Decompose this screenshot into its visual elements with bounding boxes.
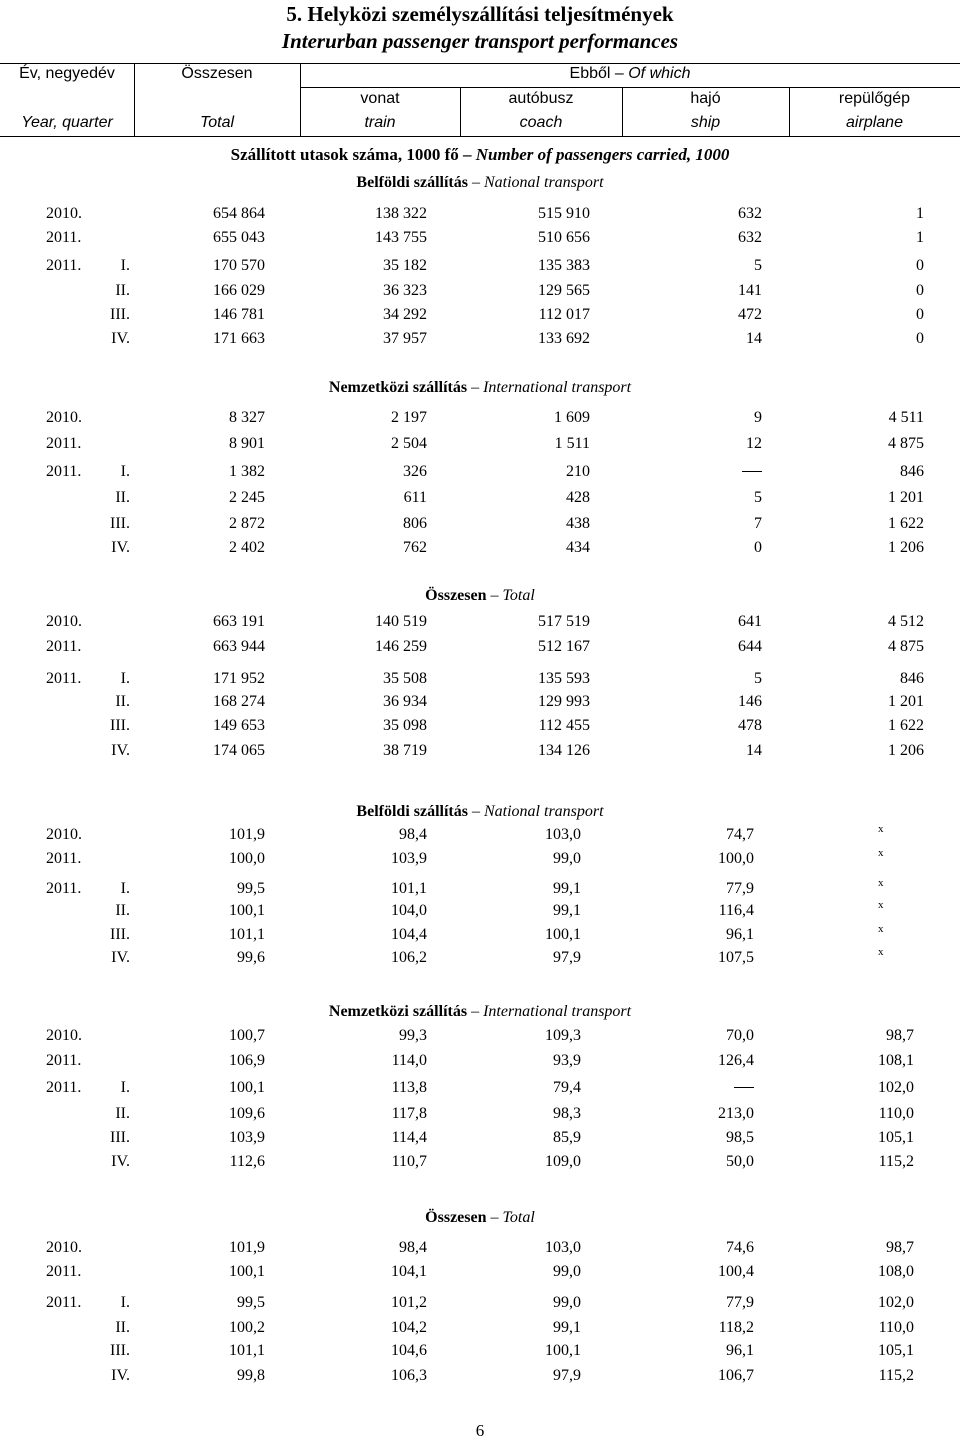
cell-ship: 5 — [754, 489, 762, 506]
row-year: 2010. — [46, 1239, 82, 1256]
row-year: 2011. — [46, 257, 82, 274]
cell-coach: 99,1 — [553, 902, 581, 919]
cell-total: 8 327 — [229, 409, 265, 426]
cell-ship: 14 — [746, 330, 762, 347]
cell-total: 99,5 — [237, 1294, 265, 1311]
row-quarter: IV. — [111, 949, 130, 966]
cell-coach: 517 519 — [538, 613, 590, 630]
cell-airplane: 110,0 — [878, 1105, 914, 1122]
cell-airplane: 0 — [916, 257, 924, 274]
row-year: 2011. — [46, 1294, 82, 1311]
cell-coach: 99,1 — [553, 1319, 581, 1336]
cell-train: 35 098 — [383, 717, 427, 734]
cell-total: 1 382 — [229, 463, 265, 480]
cell-coach: 112 017 — [538, 306, 590, 323]
cell-airplane: 105,1 — [878, 1342, 914, 1359]
cell-total: 2 245 — [229, 489, 265, 506]
cell-ship: 96,1 — [726, 926, 754, 943]
cell-train: 140 519 — [375, 613, 427, 630]
cell-coach: 129 565 — [538, 282, 590, 299]
cell-ship: 106,7 — [718, 1367, 754, 1384]
cell-coach: 112 455 — [538, 717, 590, 734]
cell-ship: 96,1 — [726, 1342, 754, 1359]
cell-airplane: 4 511 — [888, 409, 924, 426]
row-quarter: III. — [110, 306, 130, 323]
cell-total: 100,1 — [229, 1079, 265, 1096]
cell-ship: 146 — [738, 693, 762, 710]
cell-airplane: 0 — [916, 306, 924, 323]
row-year: 2010. — [46, 205, 82, 222]
cell-airplane: x — [878, 923, 884, 935]
cell-airplane: 4 875 — [888, 435, 924, 452]
cell-train: 106,2 — [391, 949, 427, 966]
row-year: 2011. — [46, 850, 82, 867]
cell-train: 104,0 — [391, 902, 427, 919]
cell-ship: 12 — [746, 435, 762, 452]
cell-coach: 99,1 — [553, 880, 581, 897]
cell-total: 100,2 — [229, 1319, 265, 1336]
cell-train: 101,1 — [391, 880, 427, 897]
cell-ship-dash — [734, 1087, 754, 1088]
cell-ship: 641 — [738, 613, 762, 630]
cell-airplane: 4 512 — [888, 613, 924, 630]
cell-total: 99,8 — [237, 1367, 265, 1384]
row-year: 2011. — [46, 463, 82, 480]
row-year: 2011. — [46, 1079, 82, 1096]
cell-total: 146 781 — [213, 306, 265, 323]
block-heading: Belföldi szállítás – National transport — [356, 803, 604, 820]
block-heading: Összesen – Total — [425, 1209, 535, 1226]
cell-coach: 97,9 — [553, 1367, 581, 1384]
col-coach-en: coach — [519, 114, 563, 131]
col-coach-hu: autóbusz — [508, 90, 574, 107]
cell-ship: 77,9 — [726, 1294, 754, 1311]
row-quarter: III. — [110, 1129, 130, 1146]
cell-airplane: 108,0 — [878, 1263, 914, 1280]
cell-coach: 434 — [566, 539, 590, 556]
cell-coach: 515 910 — [538, 205, 590, 222]
cell-ship: 5 — [754, 257, 762, 274]
cell-ship: 74,7 — [726, 826, 754, 843]
cell-train: 117,8 — [391, 1105, 427, 1122]
cell-ship: 141 — [738, 282, 762, 299]
row-quarter: III. — [110, 717, 130, 734]
cell-ship: 632 — [738, 229, 762, 246]
cell-total: 100,0 — [229, 850, 265, 867]
of-which-label: Ebből – Of which — [569, 65, 691, 82]
cell-coach: 135 593 — [538, 670, 590, 687]
cell-total: 174 065 — [213, 742, 265, 759]
cell-coach: 512 167 — [538, 638, 590, 655]
row-year: 2011. — [46, 435, 82, 452]
cell-train: 38 719 — [383, 742, 427, 759]
cell-train: 146 259 — [375, 638, 427, 655]
cell-total: 112,6 — [229, 1153, 265, 1170]
cell-airplane: 115,2 — [878, 1367, 914, 1384]
cell-ship: 472 — [738, 306, 762, 323]
cell-airplane: 0 — [916, 282, 924, 299]
row-year: 2010. — [46, 1027, 82, 1044]
row-year: 2010. — [46, 613, 82, 630]
cell-airplane: 1 206 — [888, 539, 924, 556]
row-quarter: III. — [110, 926, 130, 943]
cell-train: 806 — [403, 515, 427, 532]
cell-airplane: 102,0 — [878, 1294, 914, 1311]
cell-ship: 100,4 — [718, 1263, 754, 1280]
cell-total: 663 191 — [213, 613, 265, 630]
page-number: 6 — [475, 1421, 485, 1440]
cell-train: 36 323 — [383, 282, 427, 299]
cell-ship: 632 — [738, 205, 762, 222]
row-year: 2010. — [46, 409, 82, 426]
cell-coach: 129 993 — [538, 693, 590, 710]
row-quarter: IV. — [111, 1153, 130, 1170]
cell-coach: 1 511 — [554, 435, 590, 452]
row-quarter: III. — [110, 515, 130, 532]
page-subtitle: Interurban passenger transport performances — [281, 29, 679, 53]
cell-coach: 97,9 — [553, 949, 581, 966]
cell-train: 114,0 — [391, 1052, 427, 1069]
col-air-en: airplane — [846, 114, 903, 131]
cell-total: 8 901 — [229, 435, 265, 452]
cell-train: 101,2 — [391, 1294, 427, 1311]
row-quarter: II. — [115, 282, 130, 299]
cell-coach: 85,9 — [553, 1129, 581, 1146]
cell-train: 98,4 — [399, 826, 427, 843]
row-quarter: I. — [120, 1294, 130, 1311]
cell-total: 101,9 — [229, 826, 265, 843]
cell-coach: 99,0 — [553, 1263, 581, 1280]
cell-airplane: x — [878, 847, 884, 859]
cell-total: 654 864 — [213, 205, 265, 222]
col-year-hu: Év, negyedév — [19, 65, 115, 82]
cell-train: 99,3 — [399, 1027, 427, 1044]
cell-ship: 74,6 — [726, 1239, 754, 1256]
cell-train: 106,3 — [391, 1367, 427, 1384]
cell-train: 104,6 — [391, 1342, 427, 1359]
col-ship-en: ship — [690, 114, 721, 131]
cell-airplane: 105,1 — [878, 1129, 914, 1146]
row-quarter: II. — [115, 693, 130, 710]
cell-coach: 1 609 — [554, 409, 590, 426]
row-quarter: IV. — [111, 539, 130, 556]
col-ship-hu: hajó — [690, 90, 721, 107]
cell-train: 762 — [403, 539, 427, 556]
cell-ship: 70,0 — [726, 1027, 754, 1044]
block-heading: Belföldi szállítás – National transport — [356, 174, 604, 191]
cell-coach: 100,1 — [545, 1342, 581, 1359]
cell-coach: 99,0 — [553, 1294, 581, 1311]
block-heading: Nemzetközi szállítás – International transport — [328, 1003, 632, 1020]
col-total-hu: Összesen — [181, 65, 253, 82]
cell-coach: 109,3 — [545, 1027, 581, 1044]
col-air-hu: repülőgép — [838, 90, 911, 107]
cell-coach: 133 692 — [538, 330, 590, 347]
cell-coach: 99,0 — [553, 850, 581, 867]
cell-train: 36 934 — [383, 693, 427, 710]
cell-airplane: x — [878, 899, 884, 911]
cell-airplane: 1 622 — [888, 515, 924, 532]
section-heading-passengers: Szállított utasok száma, 1000 fő – Number of passengers carried, 1000 — [230, 145, 730, 164]
cell-total: 2 402 — [229, 539, 265, 556]
cell-coach: 510 656 — [538, 229, 590, 246]
cell-train: 37 957 — [383, 330, 427, 347]
cell-airplane: x — [878, 946, 884, 958]
row-year: 2011. — [46, 880, 82, 897]
row-year: 2011. — [46, 1263, 82, 1280]
cell-coach: 93,9 — [553, 1052, 581, 1069]
cell-ship: 0 — [754, 539, 762, 556]
cell-train: 34 292 — [383, 306, 427, 323]
cell-coach: 100,1 — [545, 926, 581, 943]
cell-ship: 126,4 — [718, 1052, 754, 1069]
cell-airplane: 1 201 — [888, 489, 924, 506]
cell-train: 2 504 — [391, 435, 427, 452]
cell-total: 106,9 — [229, 1052, 265, 1069]
cell-airplane: 1 — [916, 229, 924, 246]
cell-coach: 103,0 — [545, 826, 581, 843]
cell-airplane: 1 201 — [888, 693, 924, 710]
cell-train: 2 197 — [391, 409, 427, 426]
cell-ship: 100,0 — [718, 850, 754, 867]
row-quarter: III. — [110, 1342, 130, 1359]
cell-ship: 107,5 — [718, 949, 754, 966]
col-train-en: train — [364, 114, 396, 131]
cell-train: 326 — [403, 463, 427, 480]
cell-ship: 478 — [738, 717, 762, 734]
cell-coach: 210 — [566, 463, 590, 480]
cell-total: 99,5 — [237, 880, 265, 897]
cell-airplane: 846 — [900, 670, 924, 687]
cell-airplane: 98,7 — [886, 1239, 914, 1256]
row-quarter: I. — [120, 463, 130, 480]
cell-airplane: x — [878, 877, 884, 889]
cell-airplane: 98,7 — [886, 1027, 914, 1044]
cell-total: 100,1 — [229, 1263, 265, 1280]
col-year-en: Year, quarter — [21, 114, 113, 131]
cell-train: 611 — [403, 489, 427, 506]
cell-total: 109,6 — [229, 1105, 265, 1122]
cell-coach: 134 126 — [538, 742, 590, 759]
cell-coach: 79,4 — [553, 1079, 581, 1096]
cell-train: 103,9 — [391, 850, 427, 867]
col-train-hu: vonat — [360, 90, 400, 107]
row-year: 2010. — [46, 826, 82, 843]
cell-airplane: 846 — [900, 463, 924, 480]
row-quarter: I. — [120, 880, 130, 897]
cell-total: 166 029 — [213, 282, 265, 299]
cell-airplane: 1 — [916, 205, 924, 222]
cell-train: 143 755 — [375, 229, 427, 246]
row-quarter: II. — [115, 1105, 130, 1122]
cell-total: 100,7 — [229, 1027, 265, 1044]
row-year: 2011. — [46, 638, 82, 655]
row-quarter: II. — [115, 902, 130, 919]
cell-airplane: 108,1 — [878, 1052, 914, 1069]
cell-train: 104,4 — [391, 926, 427, 943]
cell-total: 99,6 — [237, 949, 265, 966]
cell-ship: 213,0 — [718, 1105, 754, 1122]
cell-total: 149 653 — [213, 717, 265, 734]
cell-total: 101,9 — [229, 1239, 265, 1256]
cell-total: 101,1 — [229, 926, 265, 943]
cell-airplane: 1 622 — [888, 717, 924, 734]
cell-coach: 135 383 — [538, 257, 590, 274]
cell-airplane: 110,0 — [878, 1319, 914, 1336]
cell-ship: 50,0 — [726, 1153, 754, 1170]
cell-train: 104,2 — [391, 1319, 427, 1336]
cell-train: 138 322 — [375, 205, 427, 222]
cell-total: 170 570 — [213, 257, 265, 274]
block-heading: Nemzetközi szállítás – International transport — [328, 379, 632, 396]
row-year: 2011. — [46, 1052, 82, 1069]
header-bottom-rule — [0, 136, 960, 137]
row-quarter: IV. — [111, 742, 130, 759]
row-quarter: II. — [115, 1319, 130, 1336]
block-heading: Összesen – Total — [425, 587, 535, 604]
cell-ship: 7 — [754, 515, 762, 532]
row-quarter: I. — [120, 1079, 130, 1096]
row-quarter: I. — [120, 670, 130, 687]
cell-train: 113,8 — [391, 1079, 427, 1096]
cell-ship: 14 — [746, 742, 762, 759]
cell-total: 100,1 — [229, 902, 265, 919]
cell-total: 171 663 — [213, 330, 265, 347]
cell-coach: 109,0 — [545, 1153, 581, 1170]
cell-airplane: x — [878, 823, 884, 835]
page-title: 5. Helyközi személyszállítási teljesítmények — [286, 2, 674, 26]
cell-total: 101,1 — [229, 1342, 265, 1359]
cell-coach: 428 — [566, 489, 590, 506]
row-year: 2011. — [46, 670, 82, 687]
cell-total: 168 274 — [213, 693, 265, 710]
row-quarter: IV. — [111, 330, 130, 347]
cell-airplane: 0 — [916, 330, 924, 347]
row-quarter: II. — [115, 489, 130, 506]
cell-coach: 98,3 — [553, 1105, 581, 1122]
cell-ship-dash — [742, 471, 762, 472]
cell-ship: 77,9 — [726, 880, 754, 897]
cell-ship: 98,5 — [726, 1129, 754, 1146]
cell-total: 2 872 — [229, 515, 265, 532]
cell-coach: 438 — [566, 515, 590, 532]
cell-coach: 103,0 — [545, 1239, 581, 1256]
header-top-rule — [0, 63, 960, 64]
cell-airplane: 115,2 — [878, 1153, 914, 1170]
cell-ship: 118,2 — [718, 1319, 754, 1336]
cell-airplane: 1 206 — [888, 742, 924, 759]
cell-train: 114,4 — [391, 1129, 427, 1146]
cell-train: 35 182 — [383, 257, 427, 274]
cell-train: 98,4 — [399, 1239, 427, 1256]
row-year: 2011. — [46, 229, 82, 246]
row-quarter: IV. — [111, 1367, 130, 1384]
cell-train: 104,1 — [391, 1263, 427, 1280]
cell-total: 171 952 — [213, 670, 265, 687]
cell-airplane: 102,0 — [878, 1079, 914, 1096]
cell-ship: 116,4 — [718, 902, 754, 919]
row-quarter: I. — [120, 257, 130, 274]
of-which-rule — [300, 87, 960, 88]
cell-train: 110,7 — [391, 1153, 427, 1170]
cell-ship: 9 — [754, 409, 762, 426]
cell-total: 103,9 — [229, 1129, 265, 1146]
cell-ship: 5 — [754, 670, 762, 687]
cell-train: 35 508 — [383, 670, 427, 687]
col-total-en: Total — [199, 114, 235, 131]
cell-ship: 644 — [738, 638, 762, 655]
cell-airplane: 4 875 — [888, 638, 924, 655]
cell-total: 663 944 — [213, 638, 265, 655]
cell-total: 655 043 — [213, 229, 265, 246]
